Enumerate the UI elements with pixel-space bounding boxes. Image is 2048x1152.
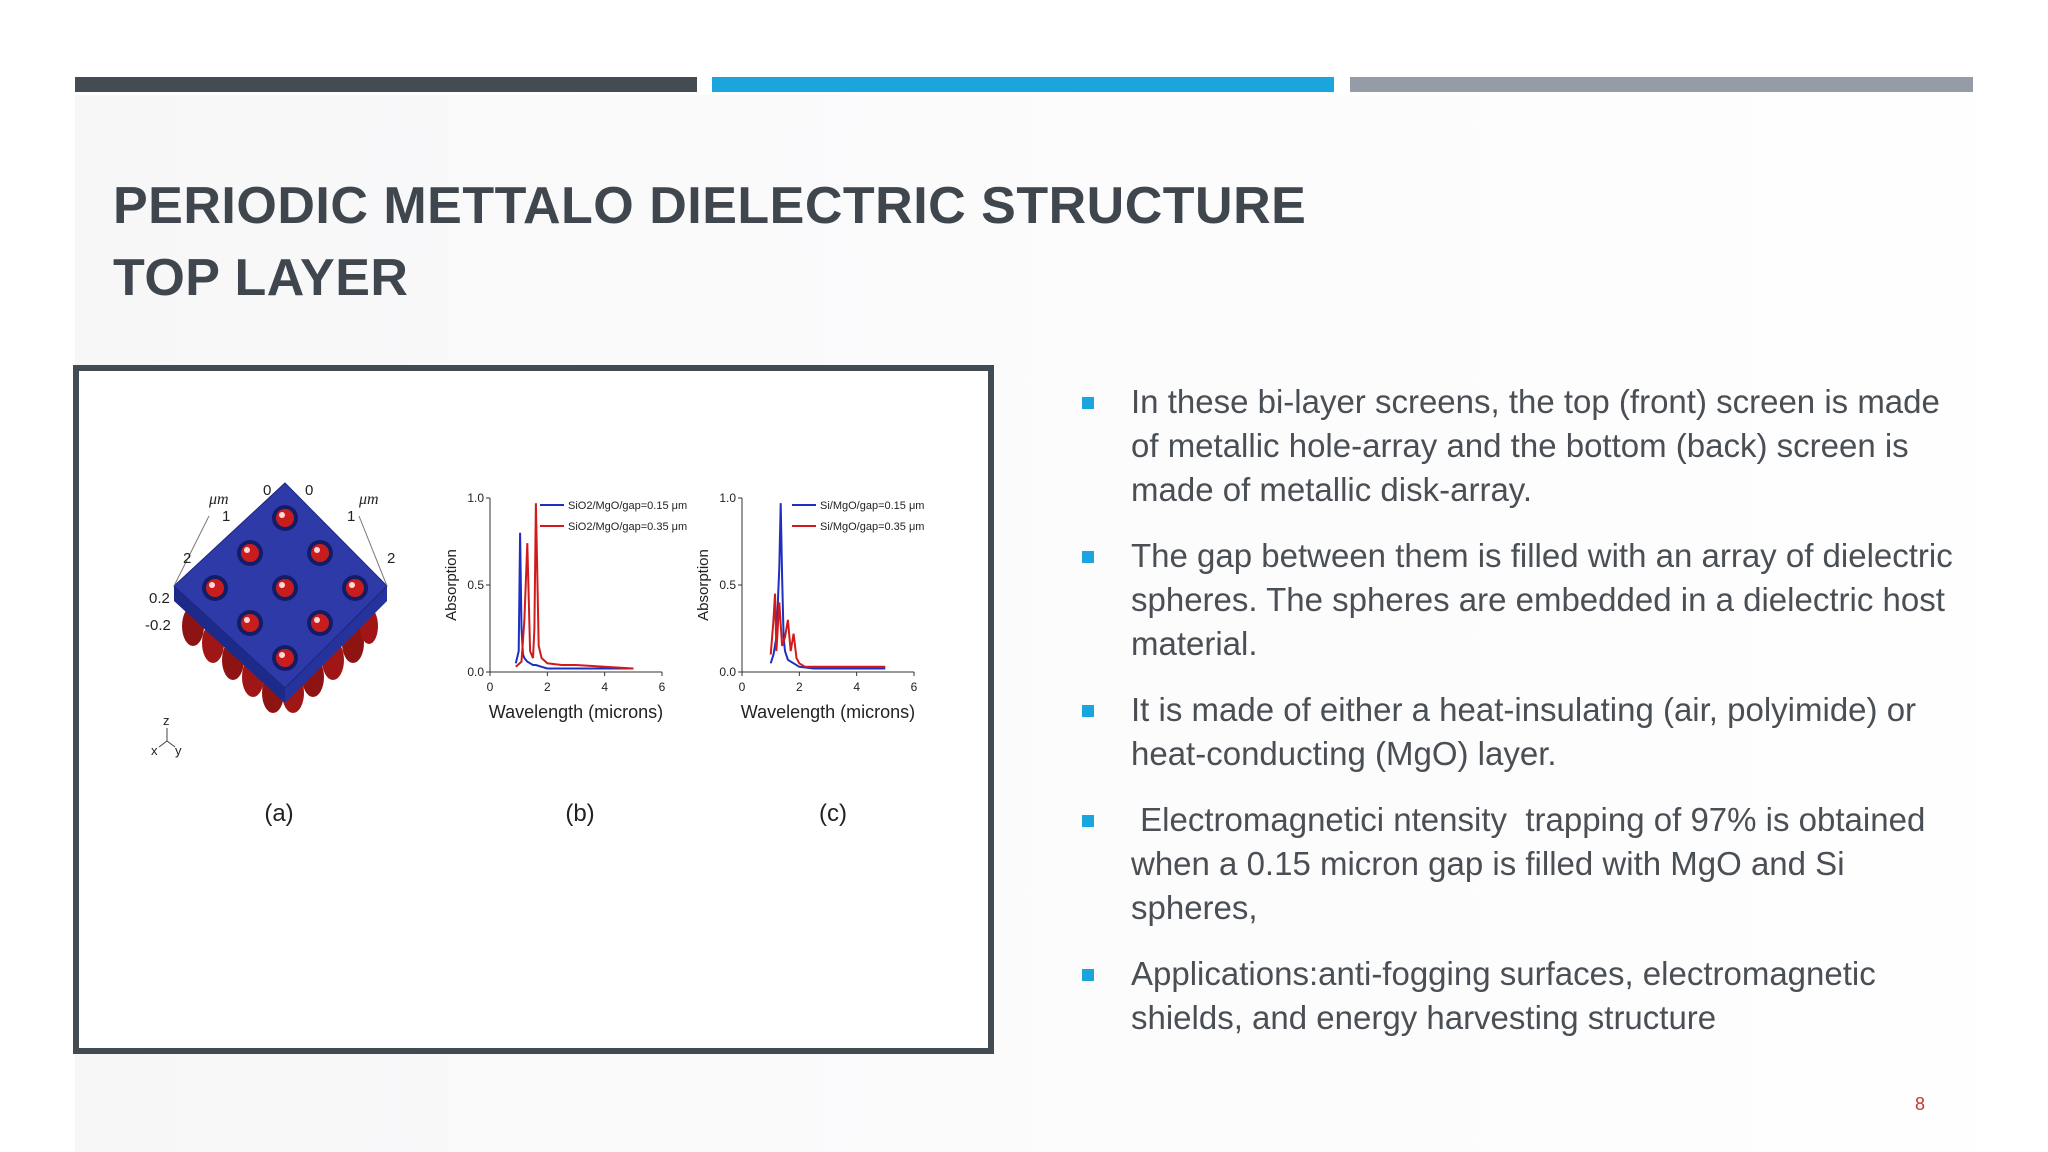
chart-b (443, 491, 687, 722)
bullet-item (1080, 380, 1960, 512)
legend-entry: SiO2/MgO/gap=0.15 μm (568, 500, 688, 512)
legend-entry: SiO2/MgO/gap=0.35 μm (568, 521, 688, 533)
x-axis-label: Wavelength (microns) (740, 702, 916, 722)
bullet-marker-icon (1082, 815, 1094, 827)
axis-triad (151, 713, 182, 758)
bullet-item (1080, 798, 1960, 930)
y-tick-label: 0.0 (467, 665, 484, 679)
axis-tick-z-neg: -0.2 (145, 617, 171, 634)
title-line-1: PERIODIC METTALO DIELECTRIC STRUCTURE (113, 177, 1307, 235)
axis-tick-z-pos: 0.2 (149, 590, 170, 607)
bullet-text: It is made of either a heat-insulating (air, polyimide) or heat-conducting (MgO) layer. (1131, 691, 1917, 772)
caption-b: (b) (565, 800, 595, 827)
caption-c: (c) (819, 800, 847, 827)
y-tick-label: 0.5 (719, 578, 736, 592)
page-number: 8 (1915, 1094, 1926, 1114)
axis-unit-right: μm (359, 491, 379, 508)
bullet-list (1080, 380, 1960, 1062)
y-tick-label: 1.0 (719, 491, 736, 505)
bullet-item (1080, 952, 1960, 1040)
accent-stripe-dark (75, 77, 697, 92)
bullet-text: In these bi-layer screens, the top (front) screen is made of metallic hole-array and the bottom (back) screen is made of metallic disk-array. (1131, 383, 1940, 508)
axis-tick-0-right: 0 (305, 482, 314, 499)
axis-tick-2-right: 2 (387, 550, 396, 567)
x-tick-label: 2 (543, 680, 551, 694)
y-tick-label: 1.0 (467, 491, 484, 505)
x-tick-label: 2 (795, 680, 803, 694)
accent-stripe-gray (1350, 77, 1973, 92)
bullet-marker-icon (1082, 551, 1094, 563)
bullet-text: Electromagnetici ntensity trapping of 97% is obtained when a 0.15 micron gap is filled with MgO and Si spheres, (1131, 801, 1935, 926)
x-tick-label: 4 (601, 680, 609, 694)
legend-entry: Si/MgO/gap=0.15 μm (820, 500, 925, 512)
x-tick-label: 0 (738, 680, 746, 694)
axis-tick-2-left: 2 (183, 550, 192, 567)
title-line-2: TOP LAYER (113, 249, 409, 307)
bullet-text: Applications:anti-fogging surfaces, electromagnetic shields, and energy harvesting structure (1131, 955, 1876, 1036)
slide-title (113, 170, 1413, 314)
figure-frame (73, 365, 994, 1054)
axis-unit-left: μm (209, 491, 229, 508)
y-axis-label: Absorption (695, 549, 712, 621)
y-tick-label: 0.0 (719, 665, 736, 679)
bullet-marker-icon (1082, 969, 1094, 981)
x-tick-label: 6 (910, 680, 918, 694)
chart-c (695, 491, 924, 722)
bullet-item (1080, 688, 1960, 776)
triad-x-label: x (151, 743, 158, 758)
x-tick-label: 0 (486, 680, 494, 694)
axis-tick-1-right: 1 (347, 508, 356, 525)
figure-svg (79, 371, 988, 1048)
x-tick-label: 4 (853, 680, 861, 694)
bullet-marker-icon (1082, 397, 1094, 409)
legend-entry: Si/MgO/gap=0.35 μm (820, 521, 925, 533)
accent-stripe-blue (712, 77, 1334, 92)
caption-a: (a) (264, 800, 294, 827)
triad-y-label: y (175, 743, 182, 758)
axis-tick-0-left: 0 (263, 482, 272, 499)
bullet-marker-icon (1082, 705, 1094, 717)
panel-a-structure (145, 482, 395, 758)
y-axis-label: Absorption (443, 549, 460, 621)
x-tick-label: 6 (658, 680, 666, 694)
bullet-item (1080, 534, 1960, 666)
series-line (771, 594, 886, 667)
axis-tick-1-left: 1 (222, 508, 231, 525)
triad-z-label: z (163, 713, 170, 728)
bullet-text: The gap between them is filled with an array of dielectric spheres. The spheres are embedded in a dielectric host material. (1131, 537, 1953, 662)
x-axis-label: Wavelength (microns) (488, 702, 664, 722)
y-tick-label: 0.5 (467, 578, 484, 592)
